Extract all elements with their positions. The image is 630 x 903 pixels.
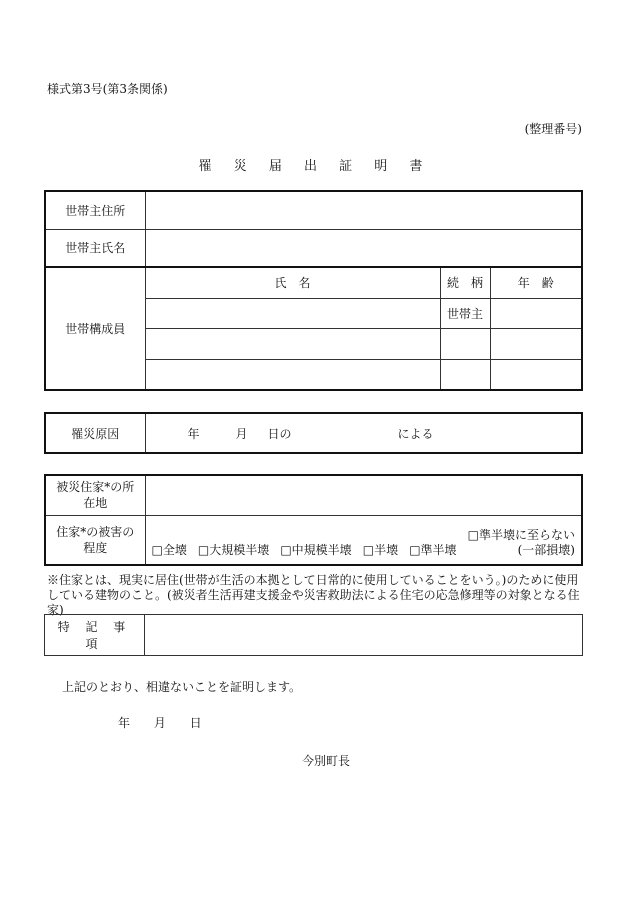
damage-option-below-quasi-half[interactable]: [468, 528, 575, 558]
damage-option-quasi-half[interactable]: □準半壊: [409, 542, 457, 557]
month-label: 月: [235, 426, 248, 441]
damage-degree-options: [145, 515, 582, 565]
household-address-field[interactable]: [145, 191, 582, 229]
household-members-label: 世帯構成員: [45, 267, 145, 390]
damage-option-half[interactable]: □半壊: [362, 542, 399, 557]
member-age-field[interactable]: [490, 359, 582, 390]
house-location-field[interactable]: [145, 475, 582, 515]
household-head-name-label: 世帯主氏名: [45, 229, 145, 267]
by-label: による: [397, 426, 434, 441]
member-relation-field[interactable]: [440, 359, 490, 390]
day-of-label: 日の: [267, 426, 292, 441]
member-name-field[interactable]: [145, 359, 440, 390]
member-age-field[interactable]: [490, 298, 582, 328]
column-header-relation: 続 柄: [440, 267, 490, 298]
disaster-cause-field[interactable]: [145, 413, 582, 453]
column-header-age: 年 齢: [490, 267, 582, 298]
residence-footnote: ※住家とは、現実に居住(世帯が生活の本拠として日常的に使用していることをいう。)のために使用している建物のこと。(被災者生活再建支援金や災害救助法による住宅の応急修理等の対象となる住家): [47, 573, 580, 617]
head-relation-cell: 世帯主: [440, 298, 490, 328]
disaster-cause-label: 罹災原因: [45, 413, 145, 453]
document-title: 罹 災 届 出 証 明 書: [198, 159, 432, 174]
year-label: 年: [187, 426, 200, 441]
certification-statement: 上記のとおり、相違ないことを証明します。: [62, 680, 302, 694]
damage-option-below-quasi-half-label: □準半壊に至らない: [467, 527, 575, 542]
form-number: 様式第3号(第3条関係): [47, 82, 168, 96]
member-name-field[interactable]: [145, 328, 440, 359]
damage-degree-label: 住家*の被害の程度: [45, 515, 145, 565]
disaster-cause-table: [44, 412, 583, 454]
special-notes-label: 特 記 事 項: [45, 615, 145, 656]
certification-date: 年 月 日: [118, 716, 202, 730]
partial-damage-sublabel: (一部損壊): [517, 542, 575, 557]
damage-option-mid-scale-half[interactable]: □中規模半壊: [280, 542, 352, 557]
special-notes-table: [44, 614, 583, 656]
member-name-field[interactable]: [145, 298, 440, 328]
household-address-label: 世帯主住所: [45, 191, 145, 229]
household-table: [44, 190, 583, 391]
issuer-title: 今別町長: [302, 754, 351, 768]
member-relation-field[interactable]: [440, 328, 490, 359]
damage-option-total-collapse[interactable]: □全壊: [151, 542, 187, 557]
damage-option-large-scale-half[interactable]: □大規模半壊: [197, 542, 270, 557]
house-damage-table: [44, 474, 583, 566]
column-header-name: 氏 名: [145, 267, 440, 298]
special-notes-field[interactable]: [145, 615, 583, 656]
household-head-name-field[interactable]: [145, 229, 582, 267]
house-location-label: 被災住家*の所在地: [45, 475, 145, 515]
reference-number-label: (整理番号): [524, 122, 582, 136]
member-age-field[interactable]: [490, 328, 582, 359]
